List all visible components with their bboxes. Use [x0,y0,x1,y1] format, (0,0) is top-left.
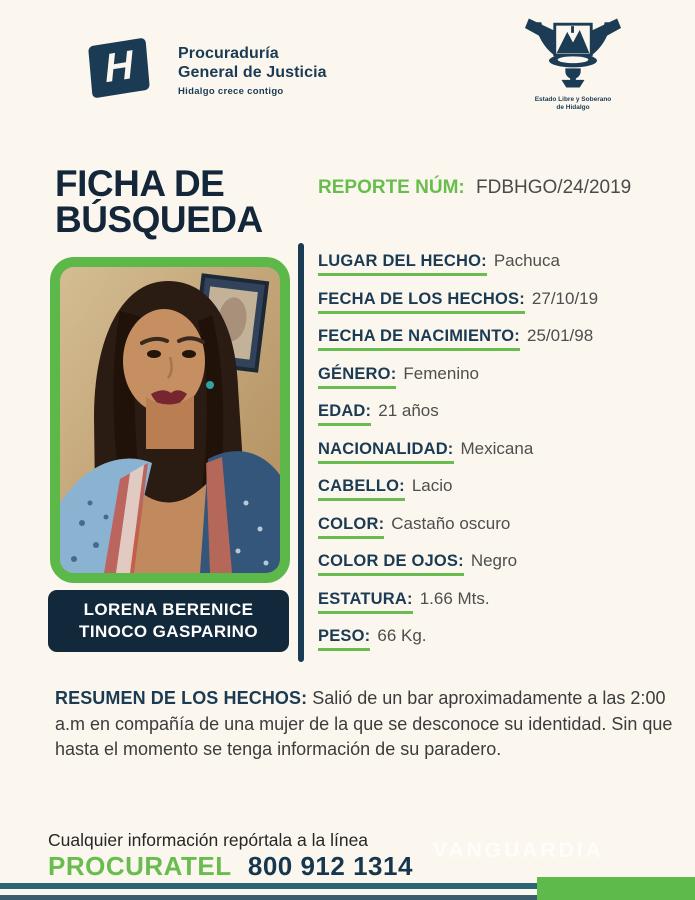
person-name-line1: LORENA BERENICE [83,599,254,619]
detail-label: COLOR DE OJOS: [318,552,464,576]
page-title-line2: BÚSQUEDA [55,199,263,241]
agency-name-block [178,44,327,97]
agency-logo-icon [88,37,150,98]
detail-row-fecha-nacimiento [318,326,678,348]
detail-row-fecha-hechos [318,289,678,311]
agency-logo-letter: H [102,42,136,92]
incident-summary [55,686,673,763]
page-title [55,163,263,241]
detail-label: FECHA DE NACIMIENTO: [318,327,520,351]
agency-name-line1: Procuraduría [178,45,279,62]
detail-value: 25/01/98 [527,326,594,345]
detail-label: FECHA DE LOS HECHOS: [318,290,525,314]
detail-label: NACIONALIDAD: [318,440,454,464]
footer-instruction: Cualquier información repórtala a la línea [48,830,369,850]
detail-row-peso [318,626,678,648]
detail-row-edad [318,401,678,423]
detail-value: Castaño oscuro [391,513,511,533]
detail-value: Femenino [403,363,480,383]
hidalgo-coat-of-arms-icon [525,16,621,90]
detail-label: EDAD: [318,402,371,426]
summary-text: Salió de un bar aproximadamente a las 2:00 a.m en compañía de una mujer de la que se desconoce su identidad. Sin que hasta el momento se tenga información de su paradero. [55,688,673,760]
detail-value: Mexicana [460,438,534,458]
detail-row-nacionalidad [318,439,678,461]
footer-green-block [537,877,695,900]
footer-teal-bar [0,883,539,889]
detail-row-color-ojos [318,551,678,573]
detail-value: 21 años [378,401,439,420]
watermark: VANGUARDIA [433,839,604,862]
detail-value: 27/10/19 [531,288,599,308]
detail-label: GÉNERO: [318,365,396,389]
hotline-row [48,851,413,882]
state-crest [513,16,633,113]
detail-label: LUGAR DEL HECHO: [318,252,487,276]
detail-label: PESO: [318,627,370,651]
detail-label: CABELLO: [318,477,405,501]
detail-row-color [318,514,678,536]
detail-value: 1.66 Mts. [419,588,490,608]
detail-value: Pachuca [493,251,560,270]
detail-row-estatura [318,589,678,611]
portrait-illustration [60,267,280,573]
detail-label: ESTATURA: [318,590,413,614]
crest-caption [513,96,633,113]
agency-name-line2: General de Justicia [178,64,327,82]
detail-value: 66 Kg. [377,626,427,645]
hotline-phone-number: 800 912 1314 [247,851,413,881]
crest-caption-line1: Estado Libre y Soberano [534,96,612,103]
report-number-label: REPORTE NÚM: [318,177,465,198]
hotline-name: PROCURATEL [48,851,232,881]
report-number-row [318,177,631,199]
detail-label: COLOR: [318,515,384,539]
detail-row-lugar [318,251,678,273]
vertical-divider [298,243,304,662]
page-title-line1: FICHA DE [55,163,225,204]
detail-row-cabello [318,476,678,498]
detail-row-genero [318,364,678,386]
details-list [318,251,678,664]
missing-person-photo [50,257,290,583]
person-name-plate [48,590,289,652]
summary-label: RESUMEN DE LOS HECHOS: [55,688,308,708]
report-number-value: FDBHGO/24/2019 [476,177,632,198]
detail-value: Negro [470,551,518,570]
detail-value: Lacio [411,476,453,495]
crest-caption-line2: de Hidalgo [556,104,590,112]
agency-tagline: Hidalgo crece contigo [178,86,284,98]
person-name-line2: TINOCO GASPARINO [79,622,258,641]
